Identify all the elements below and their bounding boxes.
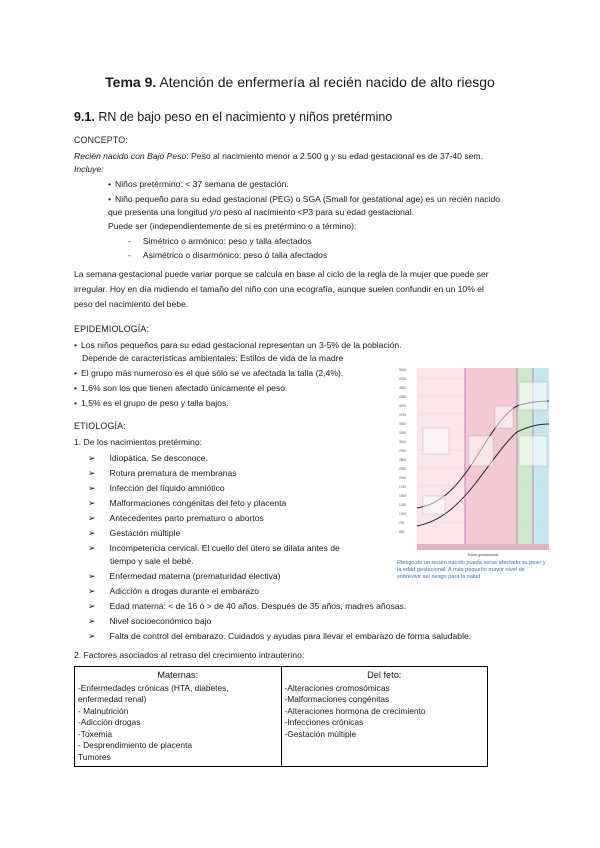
growth-chart-figure xyxy=(397,366,549,558)
incluye-label: Incluye: xyxy=(74,164,104,174)
feto-header: Del feto: xyxy=(367,670,402,680)
etiology-item: ➢ Enfermedad materna (prematuridad electiva) xyxy=(88,571,281,581)
y-tick: 750 xyxy=(399,521,405,525)
maternas-column xyxy=(75,667,282,767)
definition-text: : Peso al nacimiento menor a 2.500 g y su edad gestacional es de 37-40 sem. xyxy=(186,151,483,161)
concepto-definition xyxy=(74,150,483,162)
list-item: -Toxemia xyxy=(78,728,112,739)
y-tick: 1500 xyxy=(399,494,407,498)
epi-bullet-3: • 1,6% son los que tienen afectado únicamente el peso. xyxy=(74,382,287,394)
concepto-bullet-2-cont: que presenta una longitud y/o peso al nacimiento <P3 para su edad gestacional. xyxy=(108,207,415,217)
list-item: -Infecciones crónicas xyxy=(284,717,364,727)
epidemiologia-heading: EPIDEMIOLOGÍA: xyxy=(74,324,150,334)
list-item: -Alteraciones cromosómicas xyxy=(284,682,390,693)
zone-preterm-early xyxy=(417,368,465,544)
bottom-band xyxy=(417,544,549,550)
list-item: -Gestación múltiple xyxy=(284,728,357,739)
figure-caption: Riesgo de un recién nacido pueda verse afectado su peso y la edad gestacional. A más pequeño mayor nivel de sobrevivir así riesgo para la salud xyxy=(397,560,546,581)
list-item: Tumores xyxy=(78,751,111,762)
etiology-item: ➢ Rotura prematura de membranas xyxy=(88,468,237,478)
etiology-item: ➢ Gestación múltiple xyxy=(88,528,181,538)
y-tick: 4500 xyxy=(399,386,407,390)
list-item: -Malformaciones congénitas xyxy=(284,694,390,704)
puede-ser-text: Puede ser (independientemente de si es pretérmino o a término): xyxy=(108,221,357,231)
y-tick: 500 xyxy=(399,530,405,534)
annotation-box xyxy=(519,382,547,410)
list-item: -Enfermedades crónicas (HTA, diabetes, xyxy=(78,682,229,693)
etiology-item: ➢ Idiopática. Se desconoce. xyxy=(88,453,208,463)
list-item: enfermedad renal) xyxy=(78,694,147,704)
list-item: - Malnutrición xyxy=(78,705,129,716)
y-tick: 2750 xyxy=(399,449,407,453)
etiology-item: ➢ Adicción a drogas durante el embarazo xyxy=(88,586,260,596)
y-tick: 1250 xyxy=(399,503,407,507)
annotation-box xyxy=(495,406,513,428)
y-tick: 2250 xyxy=(399,467,407,471)
y-tick: 4000 xyxy=(399,404,407,408)
etiology-item: ➢ Edad materna: < de 16 ó > de 40 años. Después de 35 años, madres añosas. xyxy=(88,601,407,611)
etiology-item: ➢ Nivel socioeconómico bajo xyxy=(88,616,212,626)
concepto-paragraph-2: irregular. Hoy en día midiendo el tamaño del niño con una ecografía, aunque suelen confundir en un 10% el xyxy=(74,284,484,294)
y-tick: 3000 xyxy=(399,440,407,444)
epi-bullet-4: • 1,5% es el grupo de peso y talla bajos. xyxy=(74,397,229,409)
y-tick: 4250 xyxy=(399,395,407,399)
subtype-2: - Asimétrico o disarmónico: peso ó talla afectados xyxy=(128,250,328,260)
section-number: 9.1. xyxy=(74,110,95,124)
y-tick: 1000 xyxy=(399,512,407,516)
growth-chart xyxy=(397,366,549,558)
section-title: RN de bajo peso en el nacimiento y niños pretérmino xyxy=(94,110,393,124)
epi-bullet-2: • El grupo más numeroso es el que sólo se ve afectada la talla (2,4%). xyxy=(74,367,343,379)
y-tick: 1750 xyxy=(399,485,407,489)
annotation-box xyxy=(423,428,449,454)
etiology-item-cont: tiempo y sale el bebé. xyxy=(110,556,194,566)
etiology-item: ➢ Malformaciones congénitas del feto y placenta xyxy=(88,498,287,508)
etiologia-sub-1: 1. De los nacimientos pretérmino: xyxy=(74,437,203,447)
concepto-paragraph-3: peso del nacimiento del bebe. xyxy=(74,299,189,309)
section-heading xyxy=(74,110,392,124)
etiology-item: ➢ Antecedentes parto prematuro o abortos xyxy=(88,513,264,523)
y-tick: 4750 xyxy=(399,377,407,381)
list-item: -Adicción drogas xyxy=(78,717,141,727)
etiologia-sub-2: 2. Factores asociados al retraso del crecimiento intrauterino: xyxy=(74,650,305,660)
subtype-1: - Simétrico o armónico: peso y talla afectados xyxy=(128,236,312,246)
etiology-item: ➢ Incompetencia cervical. El cuello del útero se dilata antes de xyxy=(88,543,340,553)
epi-bullet-1: • Los niños pequeños para su edad gestacional representan un 3-5% de la población. xyxy=(74,339,402,351)
x-axis-label: Edad gestacional xyxy=(467,552,499,557)
page-title xyxy=(0,74,600,90)
maternas-header: Maternas: xyxy=(157,670,199,680)
annotation-box xyxy=(519,436,547,466)
concepto-heading: CONCEPTO: xyxy=(74,135,128,145)
list-item: - Desprendimiento de placenta xyxy=(78,740,193,750)
y-tick: 5000 xyxy=(399,368,407,372)
epi-bullet-1-cont: Depende de características ambientales: Estilos de vida de la madre xyxy=(82,353,344,363)
definition-term: Recién nacido con Bajo Peso xyxy=(74,151,187,161)
y-tick: 3750 xyxy=(399,413,407,417)
risk-factors-table xyxy=(74,666,488,767)
title-text: Atención de enfermería al recién nacido de alto riesgo xyxy=(156,74,495,90)
y-tick: 2500 xyxy=(399,458,407,462)
concepto-bullet-2: • Niño pequeño para su edad gestacional (PEG) o SGA (Small for gestational age) es un recién nacido xyxy=(108,193,500,205)
annotation-box xyxy=(423,496,445,514)
etiology-item: ➢ Falta de control del embarazo. Cuidados y ayudas para llevar el embarazo de forma saludable. xyxy=(88,631,472,641)
etiologia-heading: ETIOLOGÍA: xyxy=(74,421,126,431)
annotation-box xyxy=(469,436,493,466)
y-tick: 2000 xyxy=(399,476,407,480)
title-prefix: Tema 9. xyxy=(105,74,157,90)
concepto-bullet-1: • Niños pretérmino: < 37 semana de gestación. xyxy=(108,178,289,190)
y-tick: 3250 xyxy=(399,431,407,435)
list-item: -Alteraciones hormona de crecimiento xyxy=(284,705,426,716)
y-tick: 3500 xyxy=(399,422,407,426)
feto-column xyxy=(281,667,488,767)
etiology-item: ➢ Infección del líquido amniótico xyxy=(88,483,225,493)
concepto-paragraph-1: La semana gestacional puede variar porque se calcula en base al ciclo de la regla de la mujer que puede ser xyxy=(74,269,489,279)
